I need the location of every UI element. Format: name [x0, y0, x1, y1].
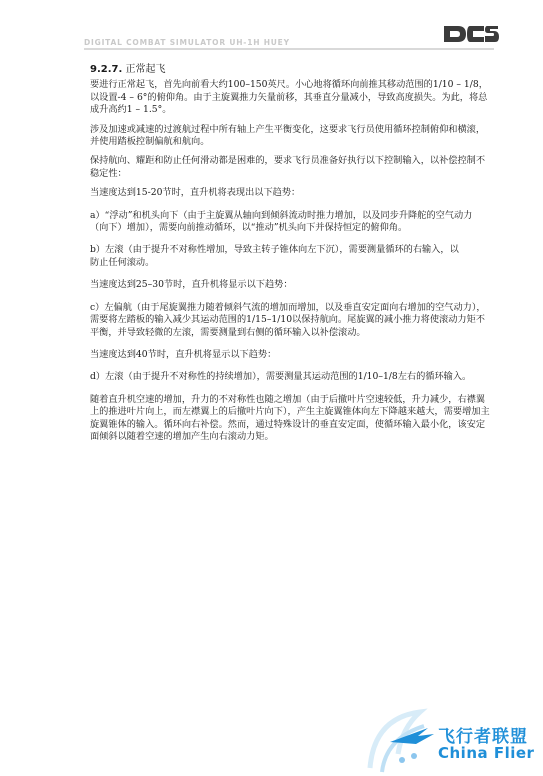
paragraph: c）左偏航（由于尾旋翼推力随着倾斜气流的增加而增加，以及垂直安定面向右增加的空气动力），需要将左踏板的输入减少其运动范围的1/15–1/10以保持航向。尾旋翼的减小推力将使滚动力矩不平衡，并导致轻微的左滚，需要测量到右侧的循环输入以补偿滚动。	[90, 301, 486, 338]
paragraph: d）左滚（由于提升不对称性的持续增加），需要测量其运动范围的1/10–1/8左右的循环输入。	[90, 371, 472, 383]
paragraph: 要进行正常起飞，首先向前看大约100–150英尺。小心地将循环向前推其移动范围的1/10 – 1/8，以设置-4 – 6°的俯仰角。由于主旋翼推力矢量前移，其垂直分量减小，导致高度损失。为此，将总成升高约1 – 1.5°。	[90, 79, 488, 116]
paragraph: a）“浮动”和机头向下（由于主旋翼从轴向到倾斜流动时推力增加，以及同步升降舵的空气动力（向下）增加），需要向前推动循环，以“推动”机头向下并保持恒定的俯仰角。	[90, 209, 473, 234]
section-heading	[90, 64, 490, 76]
paragraph: 保持航向、耀距和防止任何滑动都是困难的，要求飞行员准备好执行以下控制输入，以补偿控制不稳定性：	[90, 155, 486, 179]
main-content	[90, 64, 490, 450]
paragraph: 涉及加速或减速的过渡航过程中所有轴上产生平衡变化，这要求飞行员使用循环控制俯仰和横滚，并使用踏板控制偏航和航向。	[90, 123, 486, 148]
paragraph: 当速度达到15-20节时，直升机将表现出以下趋势：	[90, 187, 301, 199]
watermark-cn: 飞行者联盟	[438, 727, 528, 747]
paragraph: b）左滚（由于提升不对称性增加，导致主转子锥体向左下沉），需要测量循环的右输入，以 防止任何滚动。	[90, 244, 459, 268]
header-divider	[84, 48, 494, 50]
page-header	[0, 0, 543, 56]
section-title: 正常起飞	[125, 64, 166, 75]
section-number: 9.2.7.	[90, 64, 123, 75]
header-title: DIGITAL COMBAT SIMULATOR UH-1H HUEY	[84, 38, 290, 47]
dcs-logo-icon	[440, 18, 500, 50]
paragraph: 当速度达到40节时，直升机将显示以下趋势：	[90, 348, 277, 360]
paragraph: 当速度达到25–30节时，直升机将显示以下趋势：	[90, 279, 293, 291]
paragraph: 随着直升机空速的增加，升力的不对称性也随之增加（由于后撤叶片空速较低，升力减少，右襟翼上的推进叶片向上，而左襟翼上的后撤叶片向下），产生主旋翼锥体向左下降越来越大，需要增加主旋翼锥体的输入。循环向右补偿。然而，通过特殊设计的垂直安定面，使循环输入最小化，该安定面倾斜以随着空速的增加产生向右滚动力矩。	[90, 393, 490, 442]
watermark-en: China Flier	[438, 744, 535, 762]
